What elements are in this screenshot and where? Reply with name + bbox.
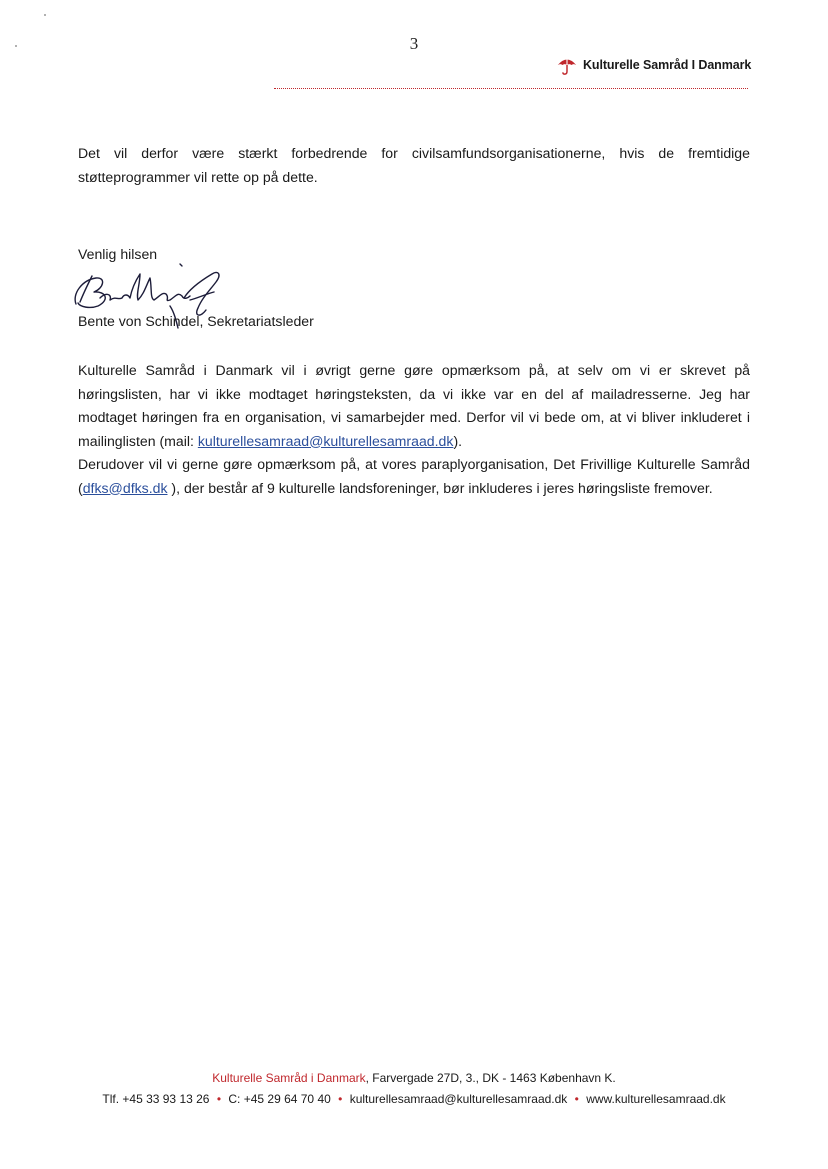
paragraph-1: Det vil derfor være stærkt forbedrende for civilsamfundsorganisationerne, hvis de fremtidige støtteprogrammer vil rette op på dette.: [78, 145, 750, 185]
umbrella-logo-icon: [556, 54, 578, 76]
footer-separator-icon: •: [574, 1092, 579, 1106]
paragraph-2-block: [78, 359, 750, 500]
footer-address: , Farvergade 27D, 3., DK - 1463 København K.: [365, 1071, 616, 1085]
organization-logo: [556, 53, 751, 77]
scan-speck: [44, 14, 46, 16]
footer-phone: Tlf. +45 33 93 13 26: [102, 1092, 210, 1106]
footer-cell: C: +45 29 64 70 40: [228, 1092, 331, 1106]
page-number: 3: [409, 34, 419, 53]
email-link[interactable]: kulturellesamraad@kulturellesamraad.dk: [197, 432, 454, 449]
footer-org-name: Kulturelle Samråd i Danmark: [212, 1071, 366, 1085]
footer-separator-icon: •: [216, 1092, 222, 1106]
header-dotted-rule: [274, 88, 748, 89]
footer-address-line: [0, 1071, 828, 1085]
paragraph-3-end: ), der består af 9 kulturelle landsforeninger, bør inkluderes i jeres høringsliste fremover.: [167, 479, 713, 496]
paragraph-2-text: Kulturelle Samråd i Danmark vil i øvrigt gerne gøre opmærksom på, at selv om vi er skrevet på høringslisten, har vi ikke modtaget høringsteksten, da vi ikke var en del af mailadresserne. Jeg har modtaget høringen fra en organisation, vi samarbejder med. Derfor vil vi bede om, at vi bliver inkluderet i mailinglisten (mail:: [78, 362, 750, 449]
signer-name: Bente von Schindel, Sekretariatsleder: [78, 313, 314, 329]
closing-greeting: Venlig hilsen: [78, 246, 158, 262]
footer-separator-icon: •: [338, 1092, 343, 1106]
footer-website: www.kulturellesamraad.dk: [586, 1092, 726, 1106]
paragraph-3-text: Derudover vil vi gerne gøre opmærksom på, at vores paraplyorganisation, Det Frivillige Kulturelle Samråd (: [78, 456, 750, 496]
footer-email: kulturellesamraad@kulturellesamraad.dk: [349, 1092, 568, 1106]
logo-text: Kulturelle Samråd I Danmark: [583, 58, 752, 72]
dfks-email-link[interactable]: dfks@dfks.dk: [82, 479, 168, 496]
paragraph-2-end: ).: [453, 432, 463, 449]
footer-contact-line: [0, 1092, 828, 1106]
